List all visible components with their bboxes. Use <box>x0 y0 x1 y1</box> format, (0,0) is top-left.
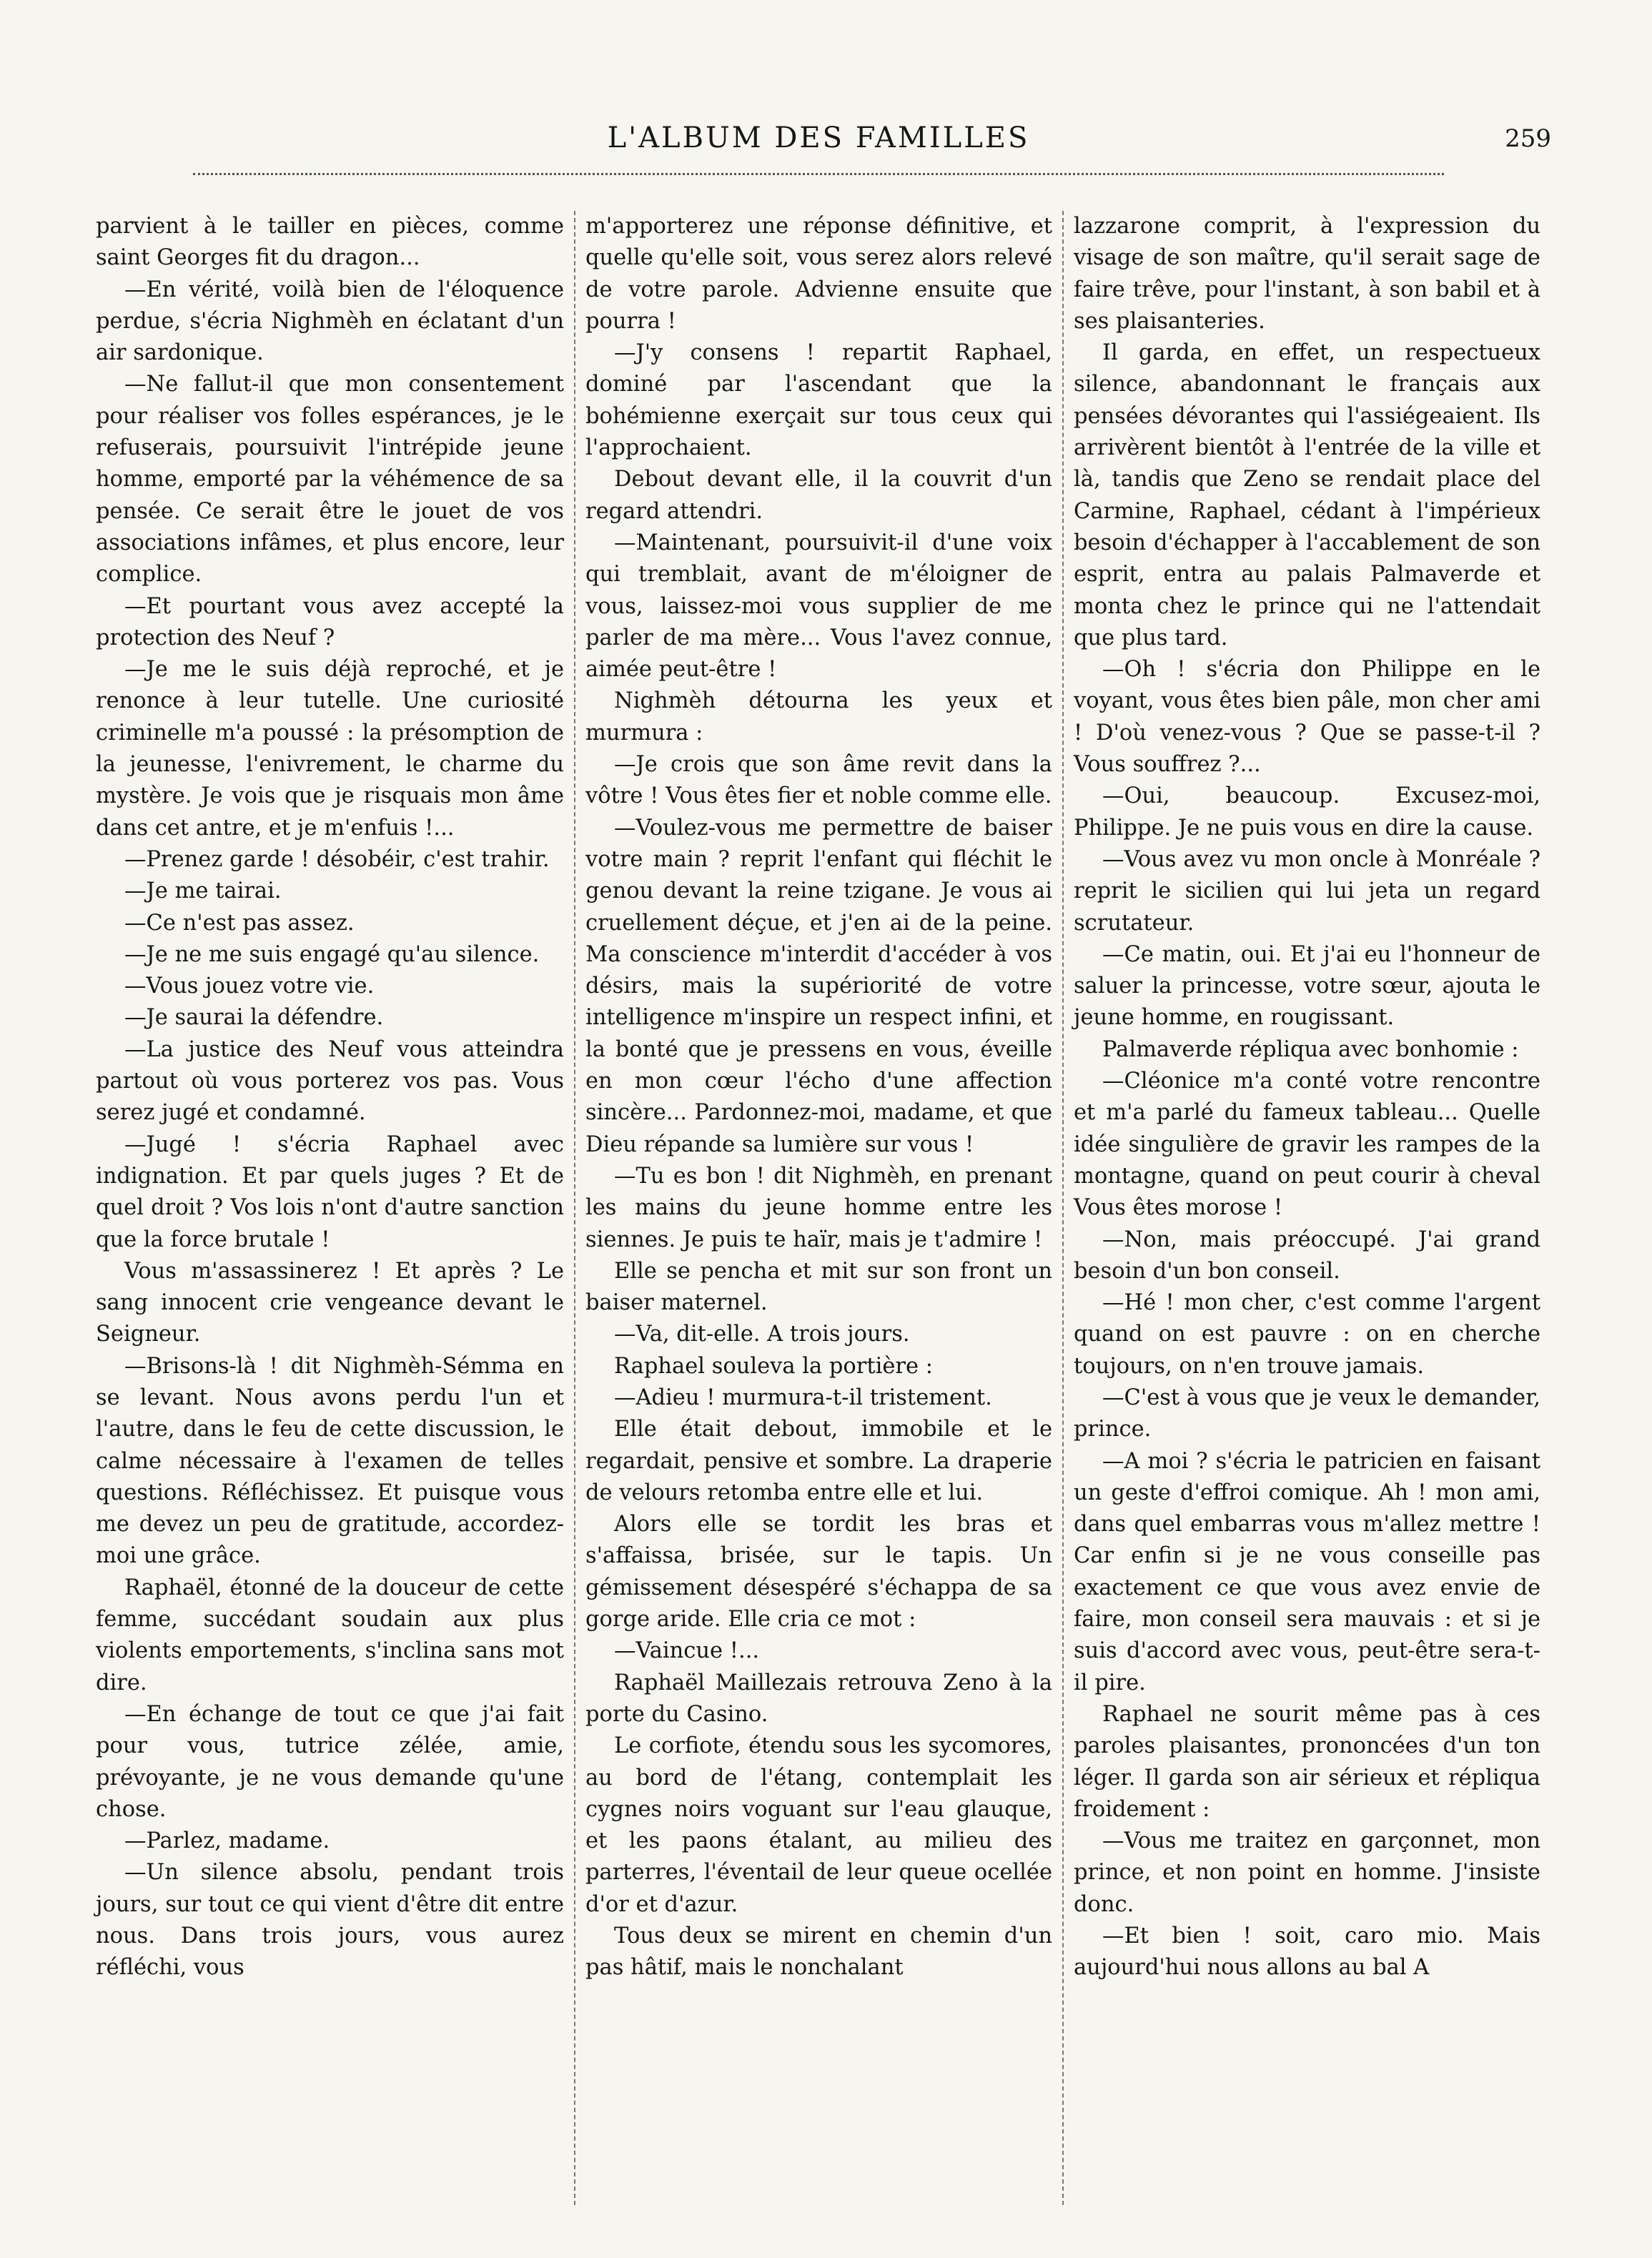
paragraph: —Vous jouez votre vie. <box>124 974 375 999</box>
column-2 <box>574 211 1062 2205</box>
paragraph: —Hé ! mon cher, c'est comme l'argent quand on est pauvre : on en cherche toujours, on n'en trouve jamais. <box>1074 1290 1540 1379</box>
paragraph: Nighmèh détourna les yeux et murmura : <box>585 688 1052 746</box>
paragraph: Vous m'assassinerez ! Et après ? Le sang innocent crie vengeance devant le Seigneur. <box>96 1258 564 1347</box>
paragraph: —Maintenant, poursuivit-il d'une voix qui tremblait, avant de m'éloigner de vous, laissez-moi vous supplier de me parler de ma mère... Vous l'avez connue, aimée peut-être ! <box>585 530 1052 683</box>
paragraph: —Ce matin, oui. Et j'ai eu l'honneur de saluer la princesse, votre sœur, ajouta le jeune homme, en rougissant. <box>1074 941 1540 1031</box>
paragraph: —Ne fallut-il que mon consentement pour réaliser vos folles espérances, je le refuserais, poursuivit l'intrépide jeune homme, emporté par la véhémence de sa pensée. Ce serait être le jouet de vos associations infâmes, et plus encore, leur complice. <box>96 372 564 588</box>
paragraph: Elle était debout, immobile et le regardait, pensive et sombre. La draperie de velours retomba entre elle et lui. <box>585 1417 1052 1505</box>
paragraph: —A moi ? s'écria le patricien en faisant un geste d'effroi comique. Ah ! mon ami, dans quel embarras vous m'allez mettre ! Car enfin si je ne vous conseille pas exactement ce que vous avez envie de faire, mon conseil sera mauvais : et si je suis d'accord avec vous, peut-être sera-t-il pire. <box>1074 1448 1540 1695</box>
paragraph: —Je me le suis déjà reproché, et je renonce à leur tutelle. Une curiosité criminelle m'a poussé : la présomption de la jeunesse, l'enivrement, le charme du mystère. Je vois que je risquais mon âme dans cet antre, et je m'enfuis !... <box>96 657 564 841</box>
paragraph: Raphael ne sourit même pas à ces paroles plaisantes, prononcées d'un ton léger. Il garda son air sérieux et répliqua froidement : <box>1074 1701 1540 1822</box>
paragraph: Alors elle se tordit les bras et s'affaissa, brisée, sur le tapis. Un gémissement désespéré s'échappa de sa gorge aride. Elle cria ce mot : <box>585 1512 1052 1633</box>
paragraph: —Parlez, madame. <box>124 1828 330 1854</box>
paragraph: —Ce n'est pas assez. <box>124 910 355 936</box>
paragraph: —Adieu ! murmura-t-il tristement. <box>614 1385 992 1410</box>
paragraph: —Voulez-vous me permettre de baiser votre main ? reprit l'enfant qui fléchit le genou devant la reine tzigane. Je vous ai cruellement déçue, et j'en ai de la peine. Ma conscience m'interdit d'accéder à vos désirs, mais la supériorité de votre intelligence m'inspire un respect infini, et la bonté que je pressens en vous, éveille en mon cœur l'écho d'une affection sincère... Pardonnez-moi, madame, et que Dieu répande sa lumière sur vous ! <box>585 815 1052 1157</box>
paragraph: Tous deux se mirent en chemin d'un pas hâtif, mais le nonchalant <box>585 1923 1052 1981</box>
paragraph: Elle se pencha et mit sur son front un baiser maternel. <box>585 1258 1052 1316</box>
paragraph: —Vous avez vu mon oncle à Monréale ? reprit le sicilien qui lui jeta un regard scrutateur. <box>1074 846 1540 936</box>
paragraph: —Oui, beaucoup. Excusez-moi, Philippe. Je ne puis vous en dire la cause. <box>1074 783 1540 841</box>
paragraph: —Oh ! s'écria don Philippe en le voyant, vous êtes bien pâle, mon cher ami ! D'où venez-vous ? Que se passe-t-il ? Vous souffrez ?... <box>1074 657 1540 778</box>
paragraph: lazzarone comprit, à l'expression du visage de son maître, qu'il serait sage de faire trêve, pour l'instant, à son babil et à ses plaisanteries. <box>1074 214 1540 334</box>
text-columns <box>86 211 1551 2205</box>
column-3 <box>1062 211 1550 2205</box>
paragraph: —Brisons-là ! dit Nighmèh-Sémma en se levant. Nous avons perdu l'un et l'autre, dans le feu de cette discussion, le calme nécessaire à l'examen de telles questions. Réfléchissez. Et puisque vous me devez un peu de gratitude, accordez-moi une grâce. <box>96 1353 564 1569</box>
header-rule <box>193 173 1444 175</box>
paragraph: —La justice des Neuf vous atteindra partout où vous porterez vos pas. Vous serez jugé et condamné. <box>96 1036 564 1126</box>
paragraph: —Cléonice m'a conté votre rencontre et m'a parlé du fameux tableau... Quelle idée singulière de gravir les rampes de la montagne, quand on peut courir à cheval Vous êtes morose ! <box>1074 1069 1540 1221</box>
page-header <box>86 122 1551 164</box>
paragraph: —En échange de tout ce que j'ai fait pour vous, tutrice zélée, amie, prévoyante, je ne vous demande qu'une chose. <box>96 1701 564 1822</box>
paragraph: Raphael souleva la portière : <box>614 1353 934 1379</box>
paragraph: —J'y consens ! repartit Raphael, dominé par l'ascendant que la bohémienne exerçait sur tous ceux qui l'approchaient. <box>585 340 1052 461</box>
paragraph: —C'est à vous que je veux le demander, prince. <box>1074 1385 1540 1442</box>
paragraph: —Je ne me suis engagé qu'au silence. <box>124 941 540 967</box>
paragraph: Le corfiote, étendu sous les sycomores, au bord de l'étang, contemplait les cygnes noirs voguant sur l'eau glauque, et les paons étalant, au milieu des parterres, l'éventail de leur queue ocellée d'or et d'azur. <box>585 1733 1052 1917</box>
paragraph: Palmaverde répliqua avec bonhomie : <box>1102 1036 1519 1062</box>
paragraph: —Je me tairai. <box>124 878 282 904</box>
paragraph: —En vérité, voilà bien de l'éloquence perdue, s'écria Nighmèh en éclatant d'un air sardonique. <box>96 277 564 366</box>
paragraph: Il garda, en effet, un respectueux silence, abandonnant le français aux pensées dévorantes qui l'assiégeaient. Ils arrivèrent bientôt à l'entrée de la ville et là, tandis que Zeno se rendait place del Carmine, Raphael, cédant à l'impérieux besoin d'échapper à l'accablement de son esprit, entra au palais Palmaverde et monta chez le prince qui ne l'attendait que plus tard. <box>1074 340 1540 650</box>
paragraph: Raphaël Maillezais retrouva Zeno à la porte du Casino. <box>585 1670 1052 1727</box>
paragraph: —Et bien ! soit, caro mio. Mais aujourd'hui nous allons au bal A <box>1074 1923 1540 1981</box>
paragraph: —Je crois que son âme revit dans la vôtre ! Vous êtes fier et noble comme elle. <box>585 752 1052 809</box>
paragraph: —Prenez garde ! désobéir, c'est trahir. <box>124 846 550 872</box>
column-1 <box>86 211 574 2205</box>
page-number: 259 <box>1505 124 1551 153</box>
paragraph: —Va, dit-elle. A trois jours. <box>614 1322 910 1347</box>
paragraph: —Je saurai la défendre. <box>124 1005 384 1031</box>
running-title: L'ALBUM DES FAMILLES <box>607 122 1030 154</box>
paragraph: —Tu es bon ! dit Nighmèh, en prenant les mains du jeune homme entre les siennes. Je puis te haïr, mais je t'admire ! <box>585 1163 1052 1252</box>
paragraph: m'apporterez une réponse définitive, et quelle qu'elle soit, vous serez alors relevé de votre parole. Advienne ensuite que pourra ! <box>585 214 1052 334</box>
paragraph: —Et pourtant vous avez accepté la protection des Neuf ? <box>96 593 564 650</box>
paragraph: —Jugé ! s'écria Raphael avec indignation. Et par quels juges ? Et de quel droit ? Vos lois n'ont d'autre sanction que la force brutale ! <box>96 1132 564 1252</box>
paragraph: Debout devant elle, il la couvrit d'un regard attendri. <box>585 467 1052 524</box>
paragraph: Raphaël, étonné de la douceur de cette femme, succédant soudain aux plus violents emportements, s'inclina sans mot dire. <box>96 1575 564 1695</box>
paragraph: parvient à le tailler en pièces, comme saint Georges fit du dragon... <box>96 214 564 271</box>
paragraph: —Vous me traitez en garçonnet, mon prince, et non point en homme. J'insiste donc. <box>1074 1828 1540 1917</box>
paragraph: —Un silence absolu, pendant trois jours, sur tout ce qui vient d'être dit entre nous. Dans trois jours, vous aurez réfléchi, vous <box>96 1860 564 1981</box>
paragraph: —Non, mais préoccupé. J'ai grand besoin d'un bon conseil. <box>1074 1227 1540 1284</box>
paragraph: —Vaincue !... <box>614 1638 760 1664</box>
